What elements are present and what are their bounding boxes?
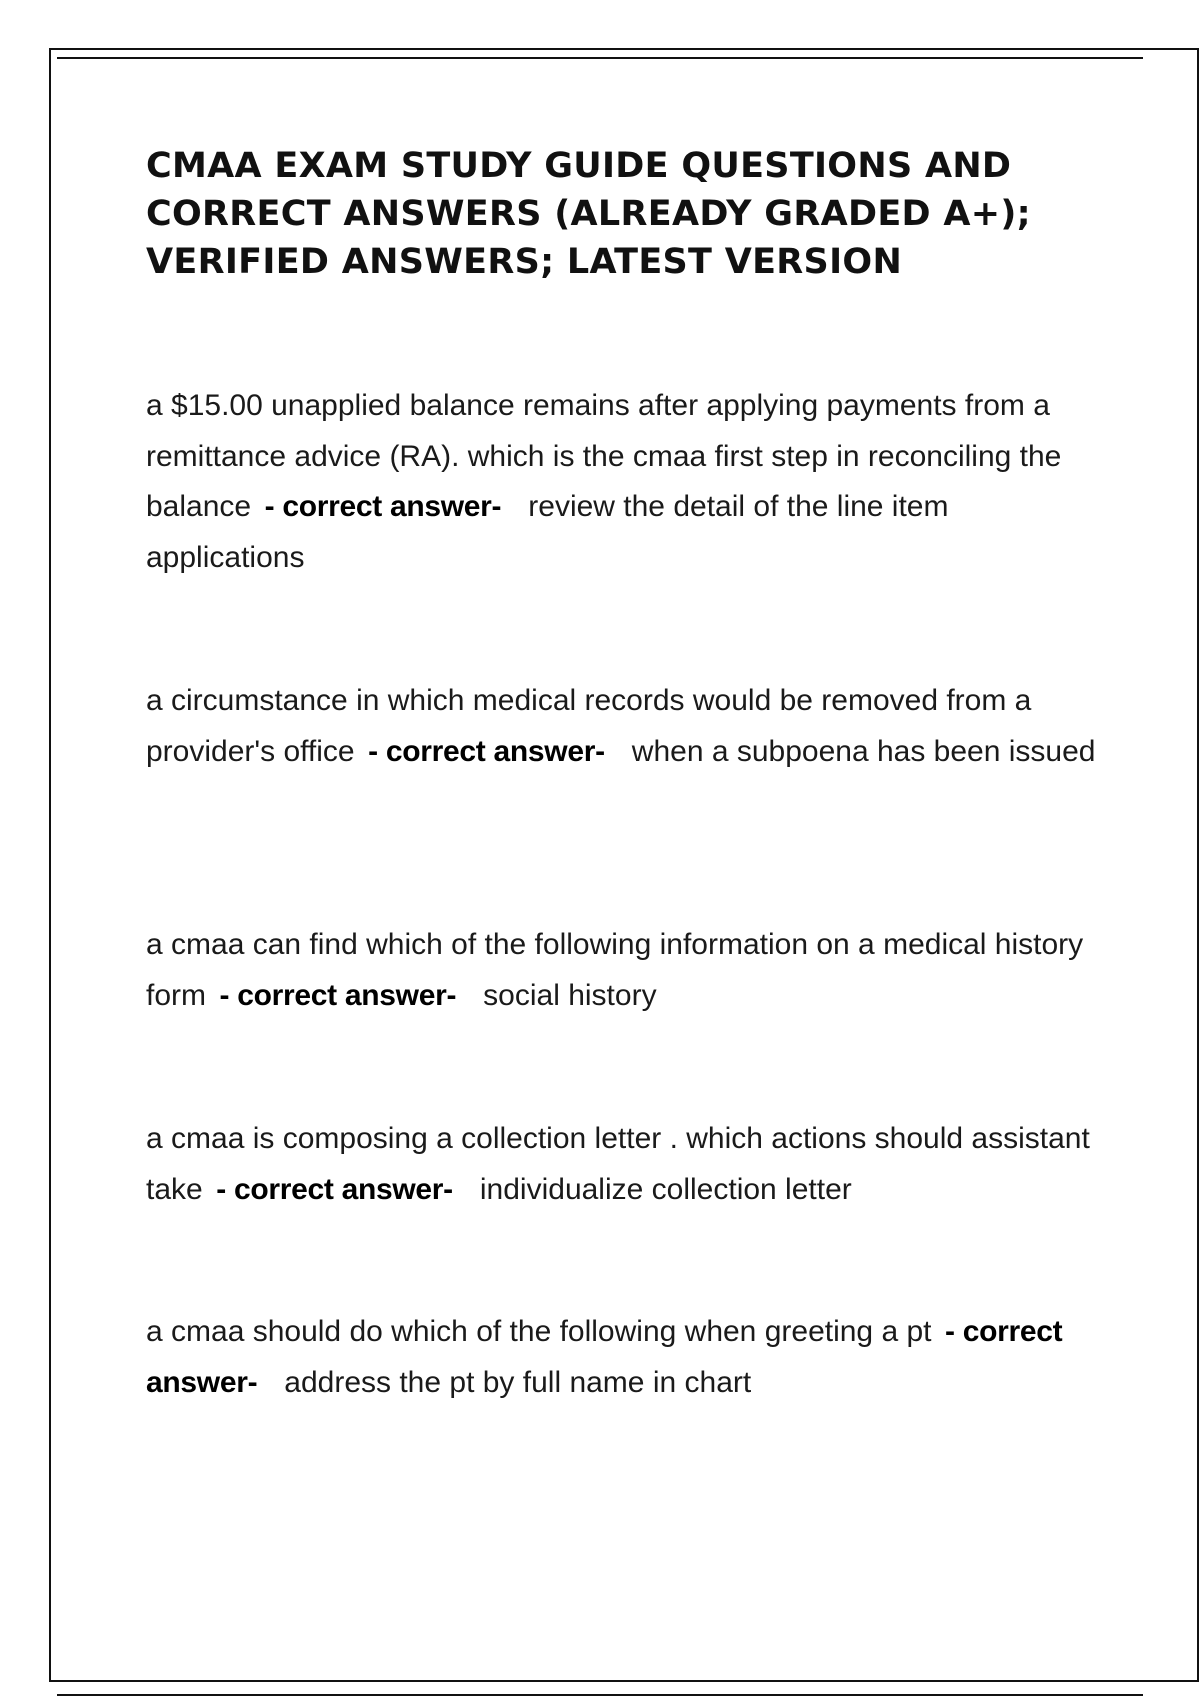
qa-item: [146, 1114, 1106, 1215]
qa-item: [146, 920, 1106, 1021]
answer-separator: - correct answer-: [368, 734, 605, 768]
answer-separator: - correct answer-: [146, 1315, 1063, 1399]
bottom-rule: [57, 1694, 1143, 1696]
question-text: a circumstance in which medical records would be removed from a provider's office: [146, 684, 1032, 768]
answer-separator: - correct answer-: [219, 978, 457, 1012]
answer-text: address the pt by full name in chart: [284, 1365, 752, 1399]
qa-item: [146, 381, 1106, 583]
top-rule: [57, 57, 1143, 59]
question-text: a cmaa should do which of the following when greeting a pt: [146, 1315, 932, 1348]
answer-text: review the detail of the line item applications: [146, 490, 949, 574]
page-border: [49, 48, 1199, 1682]
qa-item: [146, 1307, 1106, 1408]
document-title: CMAA EXAM STUDY GUIDE QUESTIONS AND CORRECT ANSWERS (ALREADY GRADED A+); VERIFIED ANSWERS; LATEST VERSION: [146, 146, 1031, 282]
answer-text: when a subpoena has been issued: [631, 734, 1096, 768]
qa-item: [146, 676, 1106, 777]
question-text: a cmaa is composing a collection letter . which actions should assistant take: [146, 1122, 1090, 1206]
question-text: a cmaa can find which of the following information on a medical history form: [146, 928, 1084, 1012]
answer-text: individualize collection letter: [479, 1172, 852, 1206]
question-text: a $15.00 unapplied balance remains after applying payments from a remittance advice (RA). which is the cmaa first step in reconciling the balance: [146, 389, 1062, 523]
answer-separator: - correct answer-: [264, 490, 502, 523]
answer-separator: - correct answer-: [216, 1172, 453, 1206]
answer-text: social history: [483, 978, 657, 1012]
